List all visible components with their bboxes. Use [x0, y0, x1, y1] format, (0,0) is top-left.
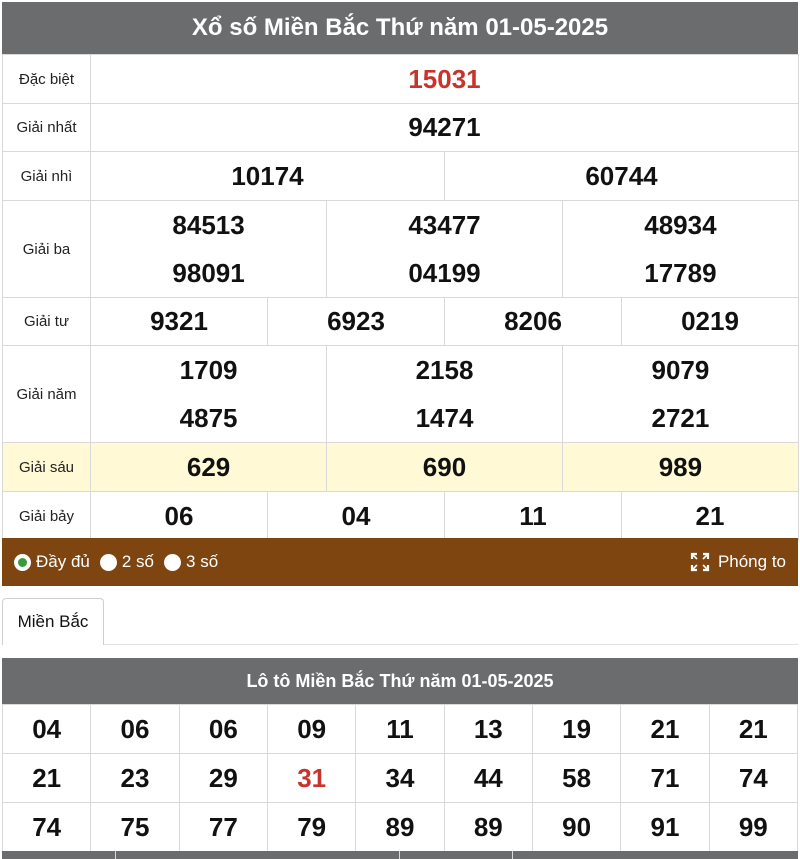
zoom-button[interactable] [690, 552, 786, 572]
loto-number: 71 [621, 754, 709, 803]
prize-number: 2721 [651, 403, 710, 433]
prize-number: 43477 [408, 210, 481, 240]
prize-number: 690 [327, 443, 563, 491]
radio-label: 3 số [186, 552, 219, 571]
tab-divider [104, 644, 798, 645]
loto-number: 13 [444, 705, 532, 754]
prize-number: 48934 [644, 210, 717, 240]
prize-row-third [3, 201, 799, 298]
prize-label: Giải nhì [3, 152, 91, 201]
prize-row-special [3, 55, 799, 104]
prize-number: 989 [562, 443, 798, 491]
prize-label: Giải tư [3, 298, 91, 346]
loto-number: 06 [91, 705, 179, 754]
prize-label: Giải bảy [3, 492, 91, 541]
radio-unchecked-icon[interactable] [164, 554, 181, 571]
prize-number: 6923 [268, 298, 445, 346]
expand-icon [690, 552, 710, 572]
loto-number: 77 [179, 803, 267, 852]
prize-number: 04 [268, 492, 445, 541]
prize-number: 94271 [91, 104, 799, 152]
prize-number: 8206 [445, 298, 622, 346]
prize-number: 84513 [172, 210, 245, 240]
prize-number: 10174 [91, 152, 445, 201]
results-table [2, 54, 799, 541]
prize-number: 17789 [644, 258, 717, 288]
prize-label: Đặc biệt [3, 55, 91, 104]
prize-number: 0219 [622, 298, 799, 346]
loto-number: 58 [532, 754, 620, 803]
prize-number: 21 [622, 492, 799, 541]
prize-label: Giải năm [3, 346, 91, 443]
loto-row [3, 803, 798, 852]
loto-row [3, 754, 798, 803]
loto-number: 34 [356, 754, 444, 803]
loto-number: 21 [709, 705, 797, 754]
loto-number: 44 [444, 754, 532, 803]
next-table-header [2, 851, 798, 859]
loto-table [2, 704, 798, 852]
prize-number: 9321 [91, 298, 268, 346]
loto-number: 91 [621, 803, 709, 852]
radio-unchecked-icon[interactable] [100, 554, 117, 571]
prize-number: 98091 [172, 258, 245, 288]
prize-number: 2158 [415, 355, 474, 385]
prize-row-sixth [3, 443, 799, 492]
prize-row-second [3, 152, 799, 201]
prize-row-first [3, 104, 799, 152]
loto-number: 79 [267, 803, 355, 852]
loto-number: 29 [179, 754, 267, 803]
prize-number: 1709 [179, 355, 238, 385]
prize-number: 06 [91, 492, 268, 541]
loto-number: 23 [91, 754, 179, 803]
loto-number: 89 [444, 803, 532, 852]
radio-checked-icon[interactable] [14, 554, 31, 571]
loto-title: Lô tô Miền Bắc Thứ năm 01-05-2025 [2, 658, 798, 704]
tab-mien-bac[interactable]: Miền Bắc [2, 598, 104, 645]
radio-3-digits[interactable] [164, 552, 218, 572]
prize-number: 11 [445, 492, 622, 541]
loto-number: 99 [709, 803, 797, 852]
radio-full[interactable] [14, 552, 90, 572]
prize-label: Giải sáu [3, 443, 91, 492]
radio-2-digits[interactable] [100, 552, 154, 572]
display-filter-bar [2, 538, 798, 586]
prize-label: Giải ba [3, 201, 91, 298]
prize-row-fifth [3, 346, 799, 443]
prize-label: Giải nhất [3, 104, 91, 152]
prize-number: 1474 [415, 403, 474, 433]
radio-label: 2 số [121, 552, 155, 571]
loto-number: 04 [3, 705, 91, 754]
loto-number: 31 [267, 754, 355, 803]
prize-number: 04199 [408, 258, 481, 288]
loto-number: 74 [3, 803, 91, 852]
loto-number: 11 [356, 705, 444, 754]
prize-number: 629 [91, 443, 327, 491]
zoom-label: Phóng to [717, 552, 786, 571]
loto-number: 19 [532, 705, 620, 754]
loto-number: 21 [621, 705, 709, 754]
prize-number: 9079 [651, 355, 710, 385]
radio-label: Đầy đủ [36, 552, 90, 571]
page-title: Xổ số Miền Bắc Thứ năm 01-05-2025 [2, 2, 798, 54]
prize-number: 60744 [445, 152, 799, 201]
loto-number: 90 [532, 803, 620, 852]
loto-number: 89 [356, 803, 444, 852]
loto-number: 06 [179, 705, 267, 754]
loto-number: 21 [3, 754, 91, 803]
special-prize-number: 15031 [91, 55, 799, 104]
loto-number: 75 [91, 803, 179, 852]
loto-row [3, 705, 798, 754]
prize-row-fourth [3, 298, 799, 346]
prize-row-seventh [3, 492, 799, 541]
loto-number: 09 [267, 705, 355, 754]
prize-number: 4875 [179, 403, 238, 433]
loto-number: 74 [709, 754, 797, 803]
